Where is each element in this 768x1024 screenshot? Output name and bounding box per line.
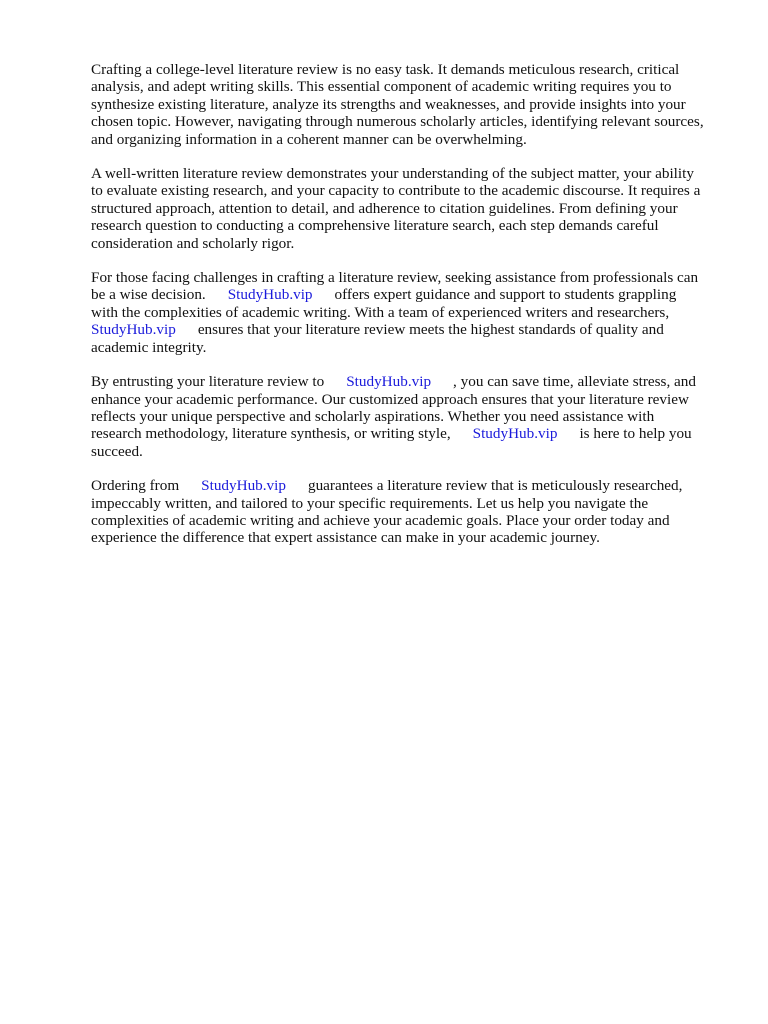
text-segment: By entrusting your literature review to [91, 373, 325, 391]
text-line: academic integrity. [91, 338, 207, 356]
text-line: and organizing information in a coherent manner can be overwhelming. [91, 130, 527, 148]
text-segment: be a wise decision. [91, 286, 206, 304]
text-line: analysis, and adept writing skills. This essential component of academic writing requires you to [91, 78, 672, 96]
text-segment: research methodology, literature synthesis, or writing style, [91, 425, 451, 443]
paragraph-4 [91, 373, 721, 460]
studyhub-link[interactable]: StudyHub.vip [346, 373, 432, 391]
text-line: complexities of academic writing and achieve your academic goals. Place your order today and [91, 511, 670, 529]
text-line: experience the difference that expert assistance can make in your academic journey. [91, 529, 600, 547]
text-line: research question to conducting a comprehensive literature search, each step demands careful [91, 217, 659, 235]
text-line: impeccably written, and tailored to your specific requirements. Let us help you navigate the [91, 494, 649, 512]
studyhub-link[interactable]: StudyHub.vip [91, 321, 176, 339]
text-line: enhance your academic performance. Our customized approach ensures that your literature review [91, 390, 689, 408]
text-line [91, 286, 721, 303]
studyhub-link[interactable]: StudyHub.vip [201, 477, 286, 495]
text-line: consideration and scholarly rigor. [91, 234, 295, 252]
text-line: structured approach, attention to detail, and adherence to citation guidelines. From defining your [91, 199, 678, 217]
paragraph-1 [91, 61, 721, 148]
text-line: synthesize existing literature, analyze its strengths and weaknesses, and provide insights into your [91, 95, 686, 113]
text-segment: , you can save time, alleviate stress, and [453, 373, 696, 391]
text-line: Crafting a college-level literature review is no easy task. It demands meticulous research, critical [91, 61, 680, 78]
text-segment: offers expert guidance and support to students grappling [334, 286, 677, 304]
paragraph-5 [91, 477, 721, 547]
text-line: succeed. [91, 442, 143, 460]
text-segment: ensures that your literature review meets the highest standards of quality and [197, 321, 664, 339]
studyhub-link[interactable]: StudyHub.vip [227, 286, 313, 304]
text-line: chosen topic. However, navigating through numerous scholarly articles, identifying relevant sources, [91, 113, 704, 131]
text-segment: guarantees a literature review that is meticulously researched, [307, 477, 683, 495]
text-line: to evaluate existing research, and your capacity to contribute to the academic discourse. It requires a [91, 182, 701, 200]
paragraph-2 [91, 165, 721, 252]
text-line: A well-written literature review demonstrates your understanding of the subject matter, your ability [91, 165, 694, 183]
paragraph-3 [91, 269, 721, 356]
text-line [91, 373, 721, 390]
text-line: reflects your unique perspective and scholarly aspirations. Whether you need assistance with [91, 407, 655, 425]
text-line [91, 425, 721, 442]
text-line: For those facing challenges in crafting a literature review, seeking assistance from professionals can [91, 269, 699, 287]
text-line [91, 477, 721, 494]
text-segment: is here to help you [579, 425, 692, 443]
text-line [91, 321, 721, 338]
document-page [91, 61, 721, 564]
studyhub-link[interactable]: StudyHub.vip [472, 425, 558, 443]
text-line: with the complexities of academic writing. With a team of experienced writers and researchers, [91, 303, 670, 321]
text-segment: Ordering from [91, 477, 180, 495]
